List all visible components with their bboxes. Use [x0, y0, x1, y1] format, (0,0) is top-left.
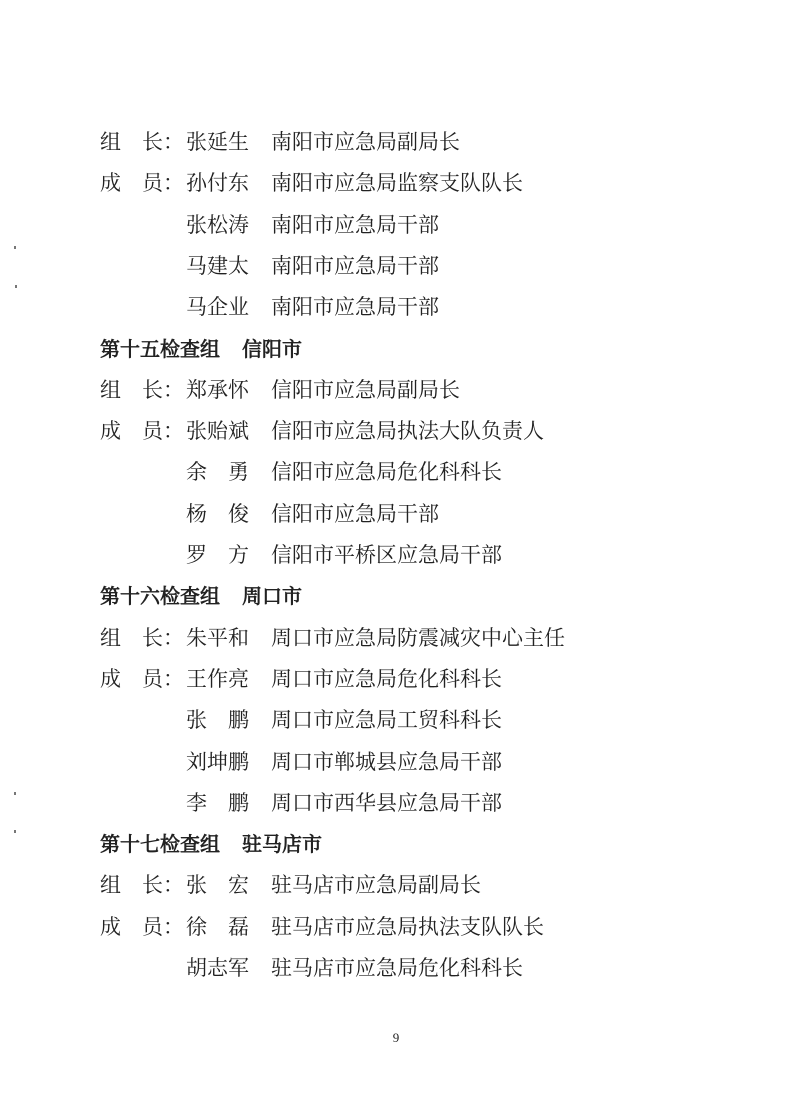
member-name: 郑承怀 — [186, 378, 249, 402]
member-name: 杨 俊 — [186, 502, 249, 526]
member-name: 刘坤鹏 — [186, 750, 249, 774]
group-title: 第十五检查组 — [100, 337, 220, 361]
member-role: 组 长： — [100, 626, 184, 650]
member-name: 罗 方 — [186, 543, 249, 567]
member-position: 南阳市应急局监察支队队长 — [271, 171, 523, 195]
member-role: 组 长： — [100, 873, 184, 897]
member-name: 王作亮 — [186, 667, 249, 691]
member-position: 信阳市应急局危化科科长 — [271, 460, 502, 484]
member-role: 成 员： — [100, 915, 184, 939]
member-role: 成 员： — [100, 419, 184, 443]
scan-speck — [14, 830, 16, 833]
member-position: 周口市应急局工贸科科长 — [271, 708, 502, 732]
member-position: 周口市应急局危化科科长 — [271, 667, 502, 691]
group-title: 第十六检查组 — [100, 584, 220, 608]
member-position: 南阳市应急局干部 — [271, 254, 439, 278]
member-position: 南阳市应急局干部 — [271, 213, 439, 237]
member-position: 驻马店市应急局执法支队队长 — [271, 915, 544, 939]
group-heading — [100, 332, 302, 366]
member-role: 成 员： — [100, 171, 184, 195]
member-position: 周口市应急局防震减灾中心主任 — [271, 626, 565, 650]
member-role: 组 长： — [100, 378, 184, 402]
member-position: 南阳市应急局副局长 — [271, 130, 460, 154]
member-position: 周口市郸城县应急局干部 — [271, 750, 502, 774]
group-city: 驻马店市 — [242, 832, 322, 856]
member-name: 徐 磊 — [186, 915, 249, 939]
group-city: 信阳市 — [242, 337, 302, 361]
member-name: 李 鹏 — [186, 791, 249, 815]
member-name: 马企业 — [186, 295, 249, 319]
member-name: 朱平和 — [186, 626, 249, 650]
member-name: 张延生 — [186, 130, 249, 154]
group-title: 第十七检查组 — [100, 832, 220, 856]
member-name: 胡志军 — [186, 956, 249, 980]
member-name: 余 勇 — [186, 460, 249, 484]
group-heading — [100, 579, 302, 613]
group-city: 周口市 — [242, 584, 302, 608]
member-role: 成 员： — [100, 667, 184, 691]
member-position: 驻马店市应急局副局长 — [271, 873, 481, 897]
group-heading — [100, 827, 322, 861]
member-name: 张贻斌 — [186, 419, 249, 443]
member-name: 马建太 — [186, 254, 249, 278]
member-name: 张 宏 — [186, 873, 249, 897]
member-name: 张 鹏 — [186, 708, 249, 732]
member-position: 信阳市应急局副局长 — [271, 378, 460, 402]
scan-speck — [15, 285, 17, 288]
member-position: 信阳市应急局执法大队负责人 — [271, 419, 544, 443]
member-position: 信阳市应急局干部 — [271, 502, 439, 526]
member-position: 信阳市平桥区应急局干部 — [271, 543, 502, 567]
scan-speck — [14, 792, 16, 795]
member-role: 组 长： — [100, 130, 184, 154]
scan-speck — [14, 246, 16, 249]
member-position: 周口市西华县应急局干部 — [271, 791, 502, 815]
member-position: 驻马店市应急局危化科科长 — [271, 956, 523, 980]
page-number: 9 — [392, 1030, 400, 1045]
member-name: 张松涛 — [186, 213, 249, 237]
member-name: 孙付东 — [186, 171, 249, 195]
member-position: 南阳市应急局干部 — [271, 295, 439, 319]
